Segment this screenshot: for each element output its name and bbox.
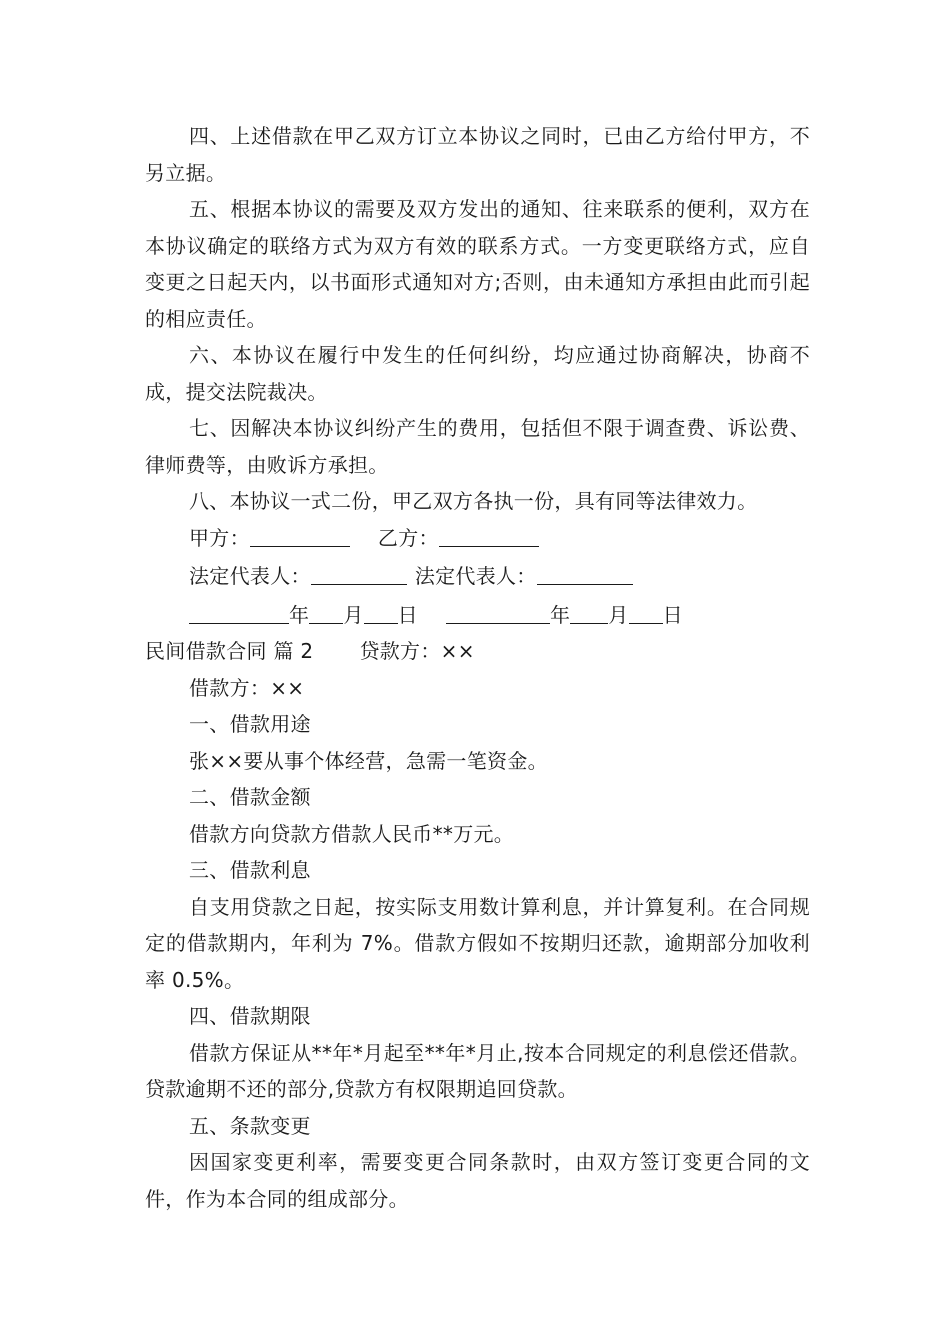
clause-4: 四、上述借款在甲乙双方订立本协议之同时，已由乙方给付甲方，不另立据。	[145, 124, 810, 185]
contract2-heading: 民间借款合同 篇 2	[145, 639, 314, 663]
section-4-title: 四、借款期限	[189, 1004, 311, 1028]
section-4-text: 借款方保证从**年*月起至**年*月止,按本合同规定的利息偿还借款。贷款逾期不还的部分,贷款方有权限期追回贷款。	[145, 1040, 810, 1101]
date-a-year: 年	[289, 602, 310, 627]
date-b-day: 日	[662, 602, 683, 627]
section-5-title: 五、条款变更	[189, 1113, 311, 1138]
date-a-month: 月	[343, 602, 364, 627]
section-1-title: 一、借款用途	[189, 712, 311, 736]
signature-parties-row	[145, 520, 810, 557]
signature-rep-row	[145, 558, 810, 595]
date-b-year: 年	[549, 602, 571, 627]
party-a-label: 甲方：	[189, 525, 250, 550]
date-b-month: 月	[608, 602, 629, 627]
signature-date-row	[145, 597, 810, 634]
date-b-day-blank	[629, 603, 663, 624]
clause-6: 六、本协议在履行中发生的任何纠纷，均应通过协商解决，协商不成，提交法院裁决。	[145, 343, 810, 404]
date-b-month-blank	[570, 603, 608, 624]
legal-rep-a-blank	[311, 564, 407, 585]
section-2-text: 借款方向贷款方借款人民币**万元。	[189, 821, 515, 846]
lender-line: 贷款方：××	[359, 639, 475, 663]
legal-rep-b-blank	[537, 564, 633, 585]
date-a-month-blank	[309, 603, 343, 624]
clause-5: 五、根据本协议的需要及双方发出的通知、往来联系的便利，双方在本协议确定的联络方式为双方有效的联系方式。一方变更联络方式，应自变更之日起天内，以书面形式通知对方;否则，由未通知方承担由此而引起的相应责任。	[145, 197, 810, 331]
section-3-title: 三、借款利息	[189, 858, 311, 882]
legal-rep-a-label: 法定代表人：	[189, 564, 311, 588]
date-b-year-blank	[446, 603, 550, 624]
clause-7: 七、因解决本协议纠纷产生的费用，包括但不限于调查费、诉讼费、律师费等，由败诉方承担。	[145, 416, 810, 477]
party-a-blank	[250, 526, 350, 547]
date-a-year-blank	[189, 603, 289, 624]
date-a-day: 日	[397, 602, 418, 627]
borrower-line: 借款方：××	[189, 675, 305, 700]
legal-rep-b-label: 法定代表人：	[414, 564, 537, 588]
section-5-text: 因国家变更利率，需要变更合同条款时，由双方签订变更合同的文件，作为本合同的组成部分。	[145, 1150, 810, 1211]
date-a-day-blank	[364, 603, 398, 624]
document-body	[145, 118, 810, 1217]
section-2-title: 二、借款金额	[189, 785, 311, 809]
contract2-heading-row	[145, 633, 810, 670]
section-1-text: 张××要从事个体经营，急需一笔资金。	[189, 748, 548, 773]
section-3-text: 自支用贷款之日起，按实际支用数计算利息，并计算复利。在合同规定的借款期内，年利为 7%。借款方假如不按期归还款，逾期部分加收利率 0.5%。	[145, 894, 810, 992]
clause-8: 八、本协议一式二份，甲乙双方各执一份，具有同等法律效力。	[189, 489, 758, 513]
party-b-blank	[439, 526, 539, 547]
party-b-label: 乙方：	[377, 525, 439, 550]
